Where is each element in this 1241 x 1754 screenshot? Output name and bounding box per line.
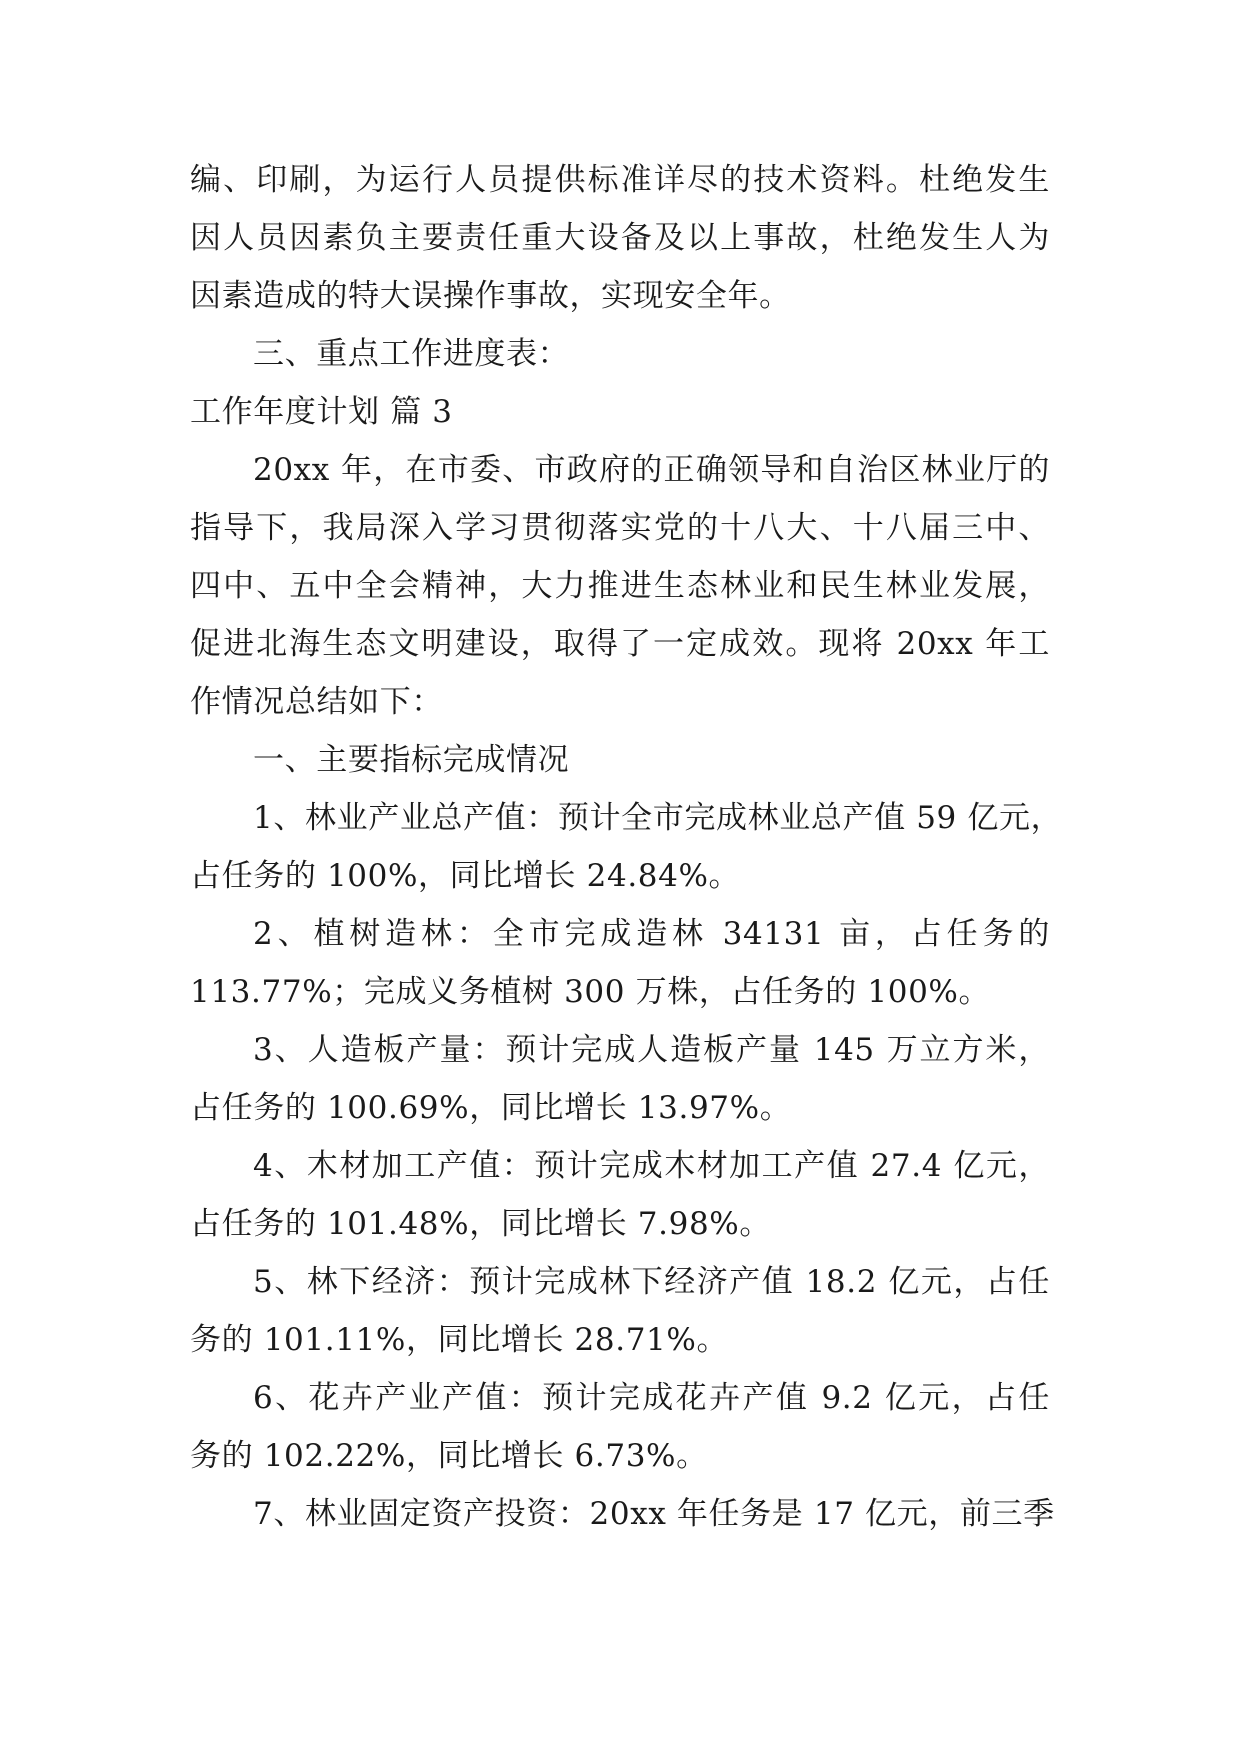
list-item-line: 113.77%；完成义务植树 300 万株，占任务的 100%。 [190, 974, 991, 1010]
list-item-line: 2、植树造林：全市完成造林 34131 亩，占任务的 [253, 916, 1050, 952]
paragraph-line: 四中、五中全会精神，大力推进生态林业和民生林业发展， [190, 568, 1050, 604]
paragraph-line: 20xx 年，在市委、市政府的正确领导和自治区林业厅的 [253, 452, 1050, 488]
list-item-line: 务的 102.22%，同比增长 6.73%。 [190, 1438, 708, 1474]
paragraph-line: 编、印刷，为运行人员提供标准详尽的技术资料。杜绝发生 [190, 162, 1050, 198]
list-item-line: 6、花卉产业产值：预计完成花卉产值 9.2 亿元，占任 [253, 1380, 1050, 1416]
paragraph-line: 作情况总结如下： [190, 684, 443, 720]
paragraph-line: 促进北海生态文明建设，取得了一定成效。现将 20xx 年工 [190, 626, 1050, 662]
section-heading: 三、重点工作进度表： [253, 336, 570, 372]
list-item-line: 占任务的 101.48%，同比增长 7.98%。 [190, 1206, 771, 1242]
paragraph-line: 指导下，我局深入学习贯彻落实党的十八大、十八届三中、 [190, 510, 1050, 546]
article-title: 工作年度计划 篇 3 [190, 394, 453, 430]
list-item-line: 占任务的 100%，同比增长 24.84%。 [190, 858, 741, 894]
list-item-line: 5、林下经济：预计完成林下经济产值 18.2 亿元，占任 [253, 1264, 1050, 1300]
list-item-line: 1、林业产业总产值：预计全市完成林业总产值 59 亿元， [253, 800, 1063, 836]
list-item-line: 3、人造板产量：预计完成人造板产量 145 万立方米， [253, 1032, 1050, 1068]
list-item-line: 7、林业固定资产投资：20xx 年任务是 17 亿元，前三季 [253, 1496, 1055, 1532]
list-item-line: 占任务的 100.69%，同比增长 13.97%。 [190, 1090, 792, 1126]
section-heading: 一、主要指标完成情况 [253, 742, 570, 778]
paragraph-line: 因素造成的特大误操作事故，实现安全年。 [190, 278, 791, 314]
list-item-line: 务的 101.11%，同比增长 28.71%。 [190, 1322, 729, 1358]
paragraph-line: 因人员因素负主要责任重大设备及以上事故，杜绝发生人为 [190, 220, 1050, 256]
list-item-line: 4、木材加工产值：预计完成木材加工产值 27.4 亿元， [253, 1148, 1050, 1184]
